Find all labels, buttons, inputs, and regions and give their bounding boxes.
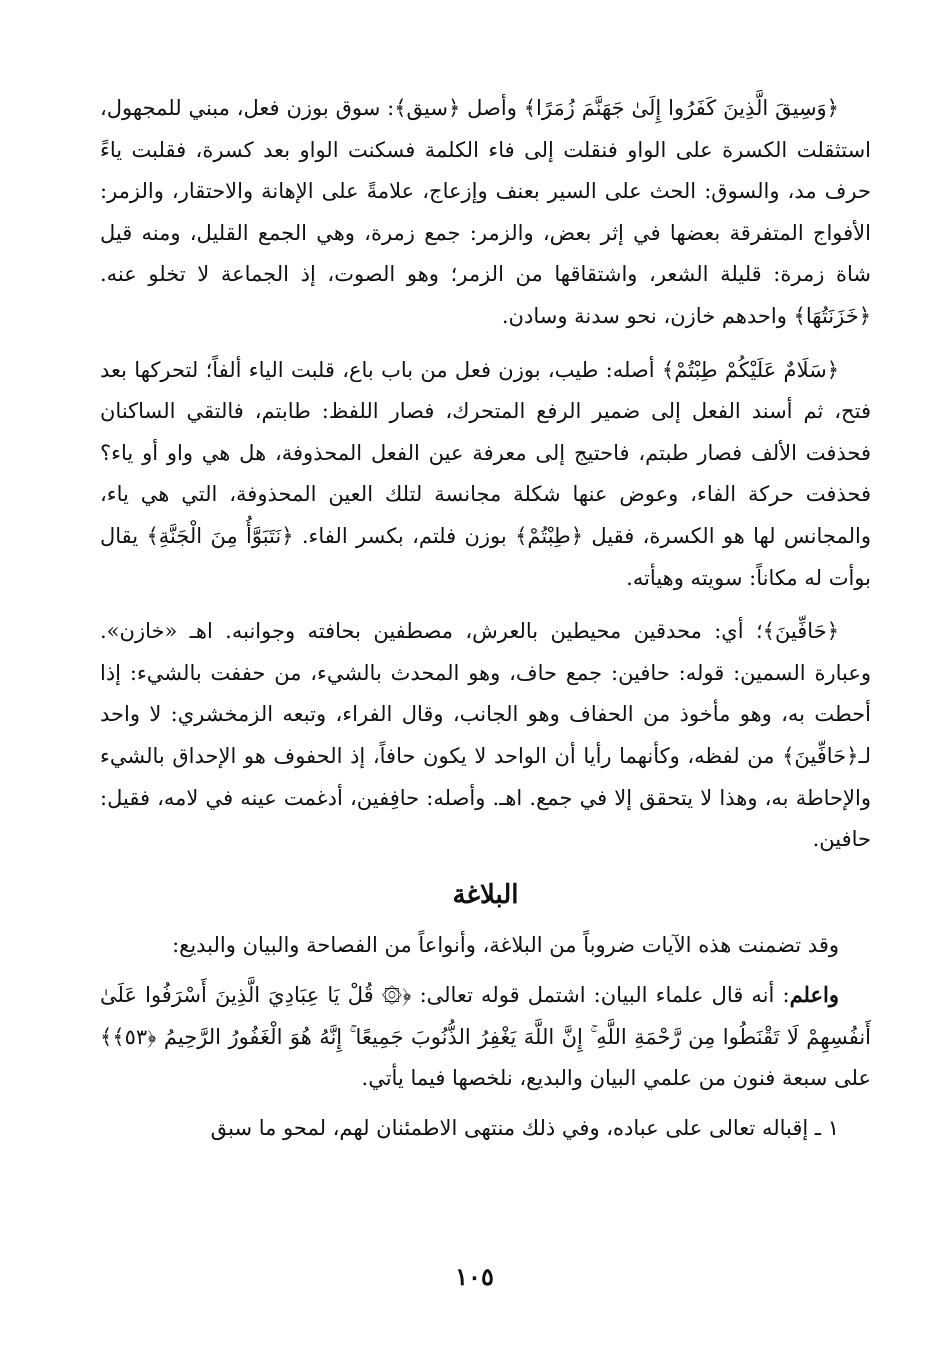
paragraph-gap xyxy=(100,1100,871,1108)
page-number: ١٠٥ xyxy=(455,1262,494,1291)
paragraph-gap xyxy=(100,338,871,350)
waalam-bold-word: واعلم xyxy=(789,982,839,1008)
section-heading-balagha: البلاغة xyxy=(452,879,519,910)
paragraph-haffin: ﴿حَافِّينَ﴾؛ أي: محدقين محيطين بالعرش، مصطفين بحافته وجوانبه. اهـ «خازن». وعبارة السمين: قوله: حافين: جمع حاف، وهو المحدث بالشيء، من حففت بالشيء: إذا أحطت به، وهو مأخوذ من الحفاف وهو الجانب، وقال الفراء، وتبعه الزمخشري: لا واحد لـ﴿حَافِّينَ﴾ من لفظه، وكأنهما رأيا أن الواحد لا يكون حافاً، إذ الحفوف هو الإحداق بالشيء والإحاطة به، وهذا لا يتحقق إلا في جمع. اهـ. وأصله: حافِفين، أدغمت عينه في لامه، فقيل: حافين. xyxy=(100,619,871,852)
paragraph-saqa: ﴿وَسِيقَ الَّذِينَ كَفَرُوا إِلَىٰ جَهَنَّمَ زُمَرًا﴾ وأصل ﴿سيق﴾: سوق بوزن فعل، مبني للمجهول، استثقلت الكسرة على الواو فنقلت إلى فاء الكلمة فسكنت الواو بعد كسرة، فقلبت ياءً حرف مد، والسوق: الحث على السير بعنف وإزعاج، علامةً على الإهانة والاحتقار، والزمر: الأفواج المتفرقة بعضها في إثر بعض، والزمر: جمع زمرة، وهي الجمع القليل، ومنه قيل شاة زمرة: قليلة الشعر، واشتقاقها من الزمر؛ وهو الصوت، إذ الجماعة لا تخلو عنه. ﴿خَزَنَتُهَا﴾ واحدهم خازن، نحو سدنة وسادن. xyxy=(100,96,871,328)
paragraph-waalam xyxy=(100,974,871,1100)
paragraph-tibtum: ﴿سَلَامٌ عَلَيْكُمْ طِبْتُمْ﴾ أصله: طيب، بوزن فعل من باب باع، قلبت الياء ألفاً؛ لتحركها بعد فتح، ثم أسند الفعل إلى ضمير الرفع المتحرك، فصار اللفظ: طابتم، فالتقي الساكنان فحذفت الألف فصار طبتم، فاحتيج إلى معرفة عين الفعل المحذوفة، هل هي واو أو ياء؟ فحذفت حركة الفاء، وعوض عنها شكلة مجانسة لتلك العين المحذوفة، التي هي ياء، والمجانس لها هو الكسرة، فقيل ﴿طِبْتُمْ﴾ بوزن فلتم، بكسر الفاء. ﴿نَتَبَوَّأُ مِنَ الْجَنَّةِ﴾ يقال بوأت له مكاناً: سويته وهيأته. xyxy=(100,357,871,590)
paragraph-gap xyxy=(100,599,871,611)
waalam-text: : أنه قال علماء البيان: اشتمل قوله تعالى: ﴿۞ قُلْ يَا عِبَادِيَ الَّذِينَ أَسْرَفُوا عَلَىٰ أَنفُسِهِمْ لَا تَقْنَطُوا مِن رَّحْمَةِ اللَّهِ ۚ إِنَّ اللَّهَ يَغْفِرُ الذُّنُوبَ جَمِيعًا ۚ إِنَّهُ هُوَ الْغَفُورُ الرَّحِيمُ ﴿٥٣﴾﴾ على سبعة فنون من علمي البيان والبديع، نلخصها فيما يأتي. xyxy=(100,983,871,1091)
paragraph-balagha-intro: وقد تضمنت هذه الآيات ضروباً من البلاغة، وأنواعاً من الفصاحة والبيان والبديع: xyxy=(172,932,839,957)
document-page xyxy=(100,88,871,1150)
paragraph-gap xyxy=(100,966,871,974)
paragraph-point-one: ١ ـ إقباله تعالى على عباده، وفي ذلك منتهى الاطمئنان لهم، لمحو ما سبق xyxy=(210,1116,839,1141)
